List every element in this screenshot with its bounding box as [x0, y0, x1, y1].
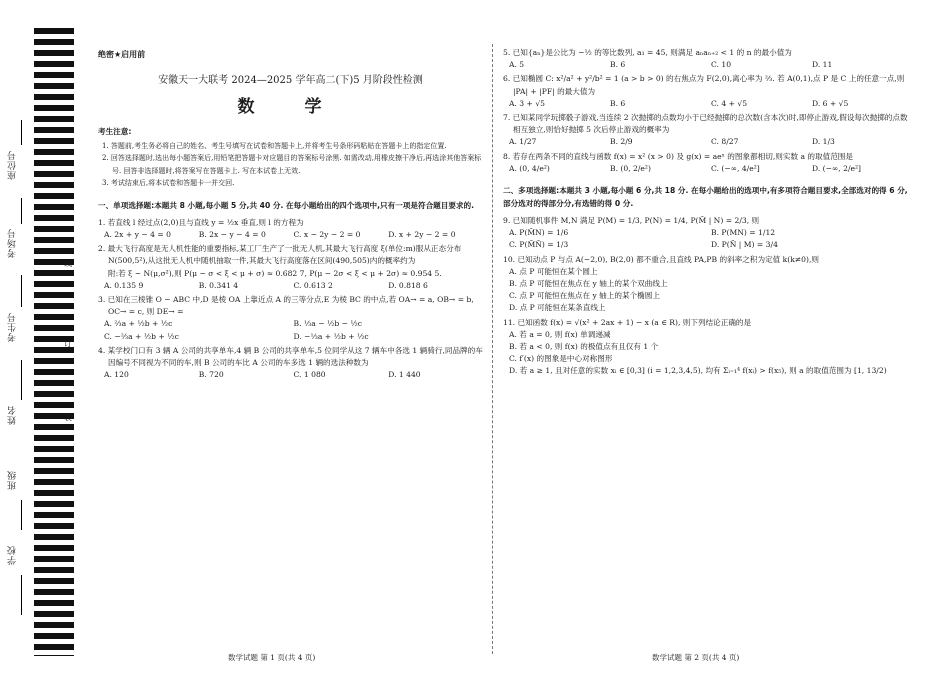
footer-page-2: 数学试题 第 2 页(共 4 页)	[652, 653, 740, 662]
page-divider	[492, 44, 493, 654]
answer-option: A. 若 a = 0, 则 f(x) 单调递减	[509, 329, 611, 339]
school-line	[21, 575, 22, 615]
answer-option: C. x − 2y − 2 = 0	[293, 230, 361, 240]
question-stem: 11. 已知函数 f(x) = √(x² + 2ax + 1) − x (a ∈ R), 则下列结论正确的是	[503, 317, 752, 327]
question-list-multi	[503, 215, 913, 378]
question-stem: 5. 已知{aₙ}是公比为 −½ 的等比数列, a₁ = 45, 则满足 aₙaₙ₊₂ < 1 的 n 的最小值为	[503, 48, 792, 57]
question	[98, 217, 483, 241]
answer-option: A. (0, 4/e²)	[509, 163, 550, 173]
answer-option: B. (0, 2/e²)	[610, 163, 651, 173]
answer-option: D. (−∞, 2/e²]	[812, 163, 862, 173]
notes-heading: 考生注意:	[98, 126, 132, 136]
cut-word-line: 线	[64, 259, 72, 268]
question-list-right	[503, 47, 913, 175]
note-item: 3. 考试结束后,将本试卷和答题卡一并交回.	[102, 179, 235, 188]
answer-option: B. 若 a < 0, 则 f(x) 的极值点有且仅有 1 个	[509, 342, 659, 352]
answer-option: D. 点 P 可能恒在某条直线上	[509, 303, 606, 313]
answer-option: D. x + 2y − 2 = 0	[388, 230, 456, 240]
question	[98, 345, 483, 382]
option-list	[503, 98, 913, 110]
answer-option: B. 2x − y − 4 = 0	[198, 230, 266, 240]
answer-option: B. 0.341 4	[198, 280, 239, 290]
answer-option: D. 11	[812, 60, 833, 70]
question-stem: 6. 已知椭圆 C: x²/a² + y²/b² = 1 (a > b > 0) 的右焦点为 F(2,0),离心率为 ⅔. 若 A(0,1),点 P 是 C 上的任意一点,则 |PA| + |PF| 的最大值为	[503, 74, 905, 96]
answer-option: B. 720	[198, 370, 224, 380]
question-stem: 2. 最大飞行高度是无人机性能的重要指标,某工厂生产了一批无人机,其最大飞行高度 ξ(单位:m)服从正态分布 N(500,5²),从这批无人机中随机抽取一件,其最大飞行高度落在区间(490,505)内的概率约为	[98, 244, 462, 266]
class-label: 班级	[8, 470, 18, 490]
option-list	[98, 318, 483, 342]
question	[98, 294, 483, 343]
answer-option: A. 0.135 9	[104, 280, 144, 290]
answer-option: D. 0.818 6	[388, 280, 428, 290]
option-list	[503, 136, 913, 148]
option-list	[98, 280, 483, 292]
answer-option: C. 8/27	[711, 137, 739, 147]
question	[503, 73, 913, 110]
question-stem: 8. 若存在两条不同的直线与函数 f(x) = x² (x > 0) 及 g(x) = aeˣ 的图象都相切,则实数 a 的取值范围是	[503, 151, 853, 161]
class-line	[21, 500, 22, 530]
answer-option: A. 1/27	[509, 137, 537, 147]
answer-option: B. P(MN) = 1/12	[711, 228, 776, 238]
right-page	[503, 45, 913, 380]
question-stem: 7. 已知某同学玩掷骰子游戏,当连续 2 次抛掷的点数均小于已经抛掷的总次数(含本次)时,即停止游戏,假设每次抛掷的点数相互独立,则恰好抛掷 5 次后停止游戏的概率为	[503, 113, 908, 135]
secret-mark: 绝密★启用前	[98, 50, 146, 59]
seat-line	[21, 120, 22, 145]
question	[503, 215, 913, 252]
section-multi-choice: 二、多项选择题:本题共 3 小题,每小题 6 分,共 18 分. 在每小题给出的选项中,有多项符合题目要求,全部选对的得 6 分,部分选对的得部分分,有选错的得 0 分.	[503, 186, 908, 209]
answer-option: D. −⅓a + ½b + ½c	[293, 331, 369, 341]
answer-option: D. 6 + √5	[812, 98, 849, 108]
school-label: 学校	[8, 545, 18, 565]
question-stem: 3. 已知在三棱锥 O − ABC 中,D 是棱 OA 上靠近点 A 的三等分点,E 为棱 BC 的中点,若 OA→ = a, OB→ = b, OC→ = c, 则 DE→ =	[98, 295, 474, 317]
answer-option: C. 0.613 2	[293, 280, 333, 290]
footer-page-1: 数学试题 第 1 页(共 4 页)	[228, 653, 316, 662]
cut-word-bind: 订	[64, 339, 72, 348]
id-line	[21, 275, 22, 307]
answer-option: D. P(N̄ | M) = 3/4	[711, 240, 778, 250]
answer-option: C. 10	[711, 60, 732, 70]
option-list	[503, 59, 913, 71]
answer-option: A. 120	[104, 370, 129, 380]
answer-option: D. 1/3	[812, 137, 835, 147]
question-list-left	[98, 217, 483, 382]
answer-option: A. 点 P 可能恒在某个圆上	[509, 266, 598, 276]
notes-list	[98, 140, 483, 190]
answer-option: B. ⅓a − ½b − ½c	[293, 319, 363, 329]
seat-label: 座位号	[8, 150, 18, 180]
answer-option: C. P(M̄N̄) = 1/3	[509, 240, 569, 250]
answer-option: C. 4 + √5	[711, 98, 748, 108]
option-list	[503, 163, 913, 175]
question	[503, 47, 913, 71]
question-stem: 9. 已知随机事件 M,N 满足 P(M) = 1/3, P(N) = 1/4, P(M̄ | N) = 2/3, 则	[503, 216, 760, 226]
name-label: 姓名	[8, 405, 18, 425]
note-item: 2. 回答选择题时,选出每小题答案后,用铅笔把答题卡对应题目的答案标号涂黑. 如需改动,用橡皮擦干净后,再选涂其他答案标号. 回答非选择题时,将答案写在答题卡上. 写在本试卷上无效.	[102, 154, 482, 175]
exam-title: 安徽天一大联考 2024—2025 学年高二(下)5 月阶段性检测	[158, 75, 423, 87]
room-label: 考场号	[8, 228, 18, 258]
answer-option: B. 6	[610, 98, 626, 108]
name-line	[21, 360, 22, 400]
answer-option: D. 若 a ≥ 1, 且对任意的实数 xᵢ ∈ [0,3] (i = 1,2,3,4,5), 均有 Σᵢ₌₁⁴ f(xᵢ) > f(x₅), 则 a 的取值范围为 [1, 13/2)	[509, 366, 887, 376]
question-stem: 10. 已知动点 P 与点 A(−2,0), B(2,0) 都不重合,且直线 PA,PB 的斜率之积为定值 k(k≠0),则	[503, 254, 819, 264]
answer-option: A. 5	[509, 60, 525, 70]
left-page	[98, 45, 483, 383]
answer-option: C. 点 P 可能恒在焦点在 y 轴上的某个椭圆上	[509, 291, 660, 301]
answer-option: B. 6	[610, 60, 626, 70]
answer-option: A. 3 + √5	[509, 98, 546, 108]
option-list	[503, 329, 913, 378]
binding-strip	[0, 0, 88, 688]
question	[503, 317, 913, 378]
question-stem: 1. 若直线 l 经过点(2,0)且与直线 y = ½x 垂直,则 l 的方程为	[98, 217, 304, 227]
question	[503, 112, 913, 149]
option-list	[503, 266, 913, 315]
option-list	[98, 229, 483, 241]
subject-title: 数 学	[237, 97, 344, 118]
option-list	[98, 369, 483, 381]
cut-word-pack: 装	[64, 413, 72, 422]
answer-option: C. 1 080	[293, 370, 326, 380]
question-stem: 4. 某学校门口有 3 辆 A 公司的共享单车,4 辆 B 公司的共享单车,5 位同学从这 7 辆车中各选 1 辆骑行,同品牌的车因编号不同视为不同的车,则 B 公司的车比 A 公司的车多选 1 辆的选法种数为	[98, 345, 483, 368]
question	[98, 243, 483, 292]
room-line	[21, 198, 22, 224]
option-list	[503, 227, 913, 251]
answer-option: A. P(M̄N) = 1/6	[509, 228, 569, 238]
section-single-choice: 一、单项选择题:本题共 8 小题,每小题 5 分,共 40 分. 在每小题给出的四个选项中,只有一项是符合题目要求的.	[98, 200, 475, 210]
answer-option: A. ⅔a + ½b + ½c	[104, 319, 173, 329]
answer-option: B. 点 P 可能恒在焦点在 y 轴上的某个双曲线上	[509, 279, 668, 289]
note-item: 1. 答题前,考生务必将自己的姓名、考生号填写在试卷和答题卡上,并将考生号条形码粘贴在答题卡上的指定位置.	[102, 141, 447, 150]
answer-option: A. 2x + y − 4 = 0	[104, 230, 171, 240]
answer-option: C. −⅔a + ½b + ½c	[104, 331, 179, 341]
answer-option: D. 1 440	[388, 370, 421, 380]
answer-option: C. (−∞, 4/e²]	[711, 163, 760, 173]
question	[503, 151, 913, 175]
question-stem: 附:若 ξ ~ N(μ,σ²),则 P(μ − σ < ξ < μ + σ) ≈ 0.682 7, P(μ − 2σ < ξ < μ + 2σ) ≈ 0.954 5.	[108, 268, 442, 278]
answer-option: C. f′(x) 的图象是中心对称图形	[509, 354, 613, 364]
question	[503, 254, 913, 315]
id-label: 考生号	[8, 312, 18, 342]
answer-option: B. 2/9	[610, 137, 633, 147]
